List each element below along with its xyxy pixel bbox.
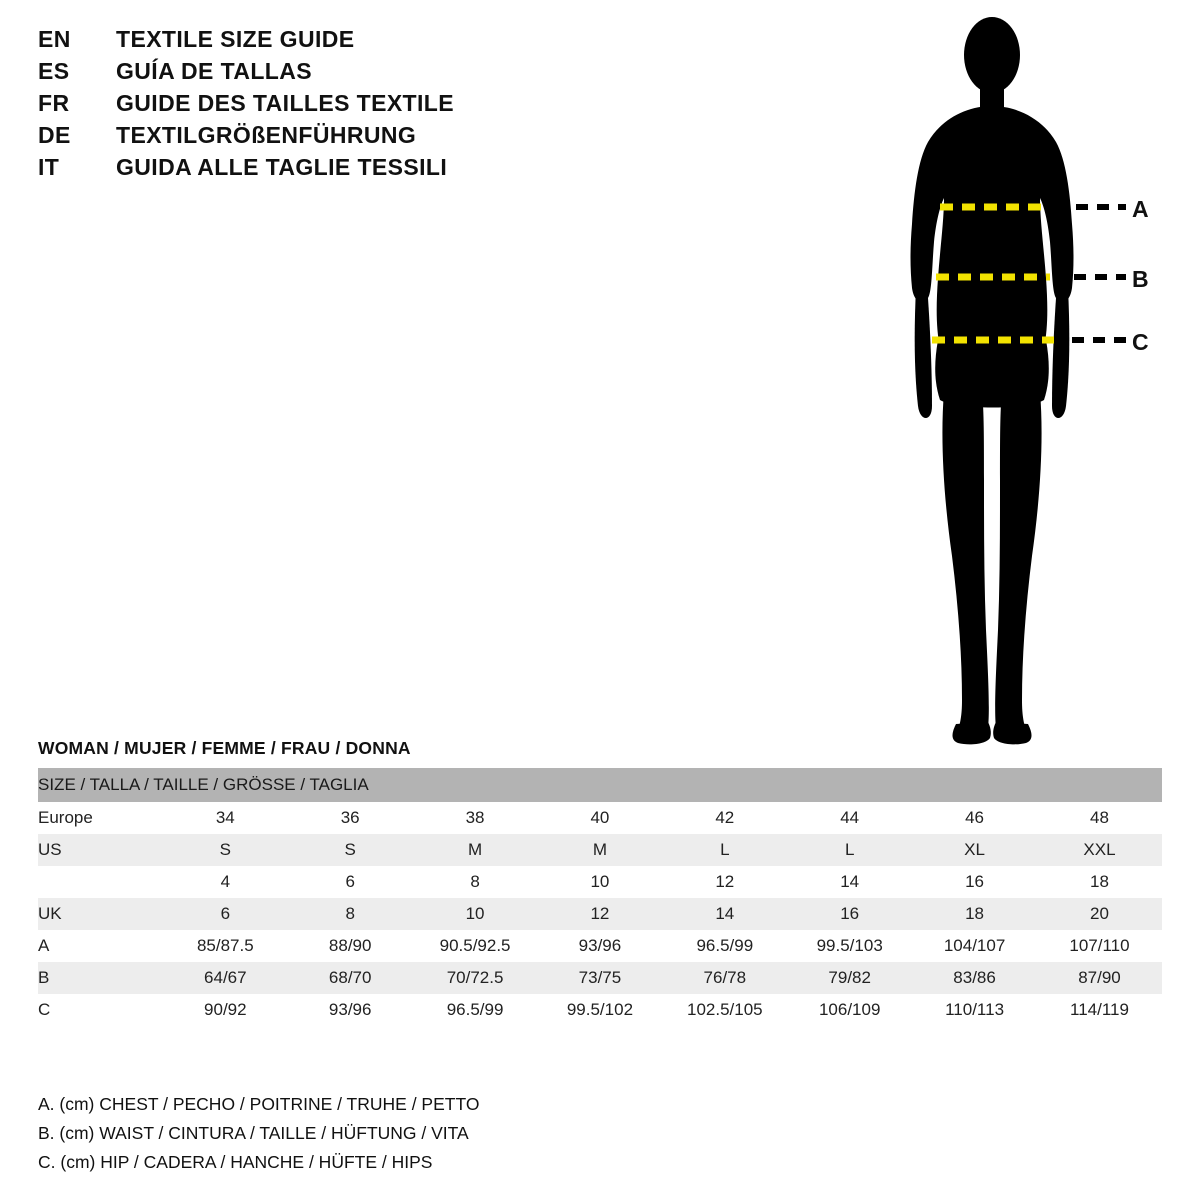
cell-a-1: 88/90 [288, 930, 413, 962]
cell-a-6: 104/107 [912, 930, 1037, 962]
cell-b-1: 68/70 [288, 962, 413, 994]
title-row [38, 122, 598, 154]
cell-europe-7: 48 [1037, 802, 1162, 834]
cell-b-6: 83/86 [912, 962, 1037, 994]
language-code-de: DE [38, 122, 71, 148]
cell-usnum-6: 16 [912, 866, 1037, 898]
cell-us-7: XXL [1037, 834, 1162, 866]
cell-europe-2: 38 [413, 802, 538, 834]
cell-us-5: L [787, 834, 912, 866]
cell-c-6: 110/113 [912, 994, 1037, 1026]
table-header-row [38, 768, 1162, 802]
cell-usnum-3: 10 [538, 866, 663, 898]
woman-section-heading: WOMAN / MUJER / FEMME / FRAU / DONNA [38, 738, 411, 758]
cell-us-6: XL [912, 834, 1037, 866]
title-row [38, 154, 598, 186]
cell-b-0: 64/67 [163, 962, 288, 994]
cell-a-3: 93/96 [538, 930, 663, 962]
language-code-en: EN [38, 26, 71, 52]
footnote-waist: B. (cm) WAIST / CINTURA / TAILLE / HÜFTUNG / VITA [38, 1123, 469, 1143]
title-text-it: GUIDA ALLE TAGLIE TESSILI [116, 154, 448, 180]
title-text-en: TEXTILE SIZE GUIDE [116, 26, 355, 52]
cell-c-3: 99.5/102 [538, 994, 663, 1026]
table-row [38, 962, 1162, 994]
cell-b-3: 73/75 [538, 962, 663, 994]
table-header-label: SIZE / TALLA / TAILLE / GRÖSSE / TAGLIA [38, 768, 1162, 802]
title-row [38, 26, 598, 58]
cell-usnum-7: 18 [1037, 866, 1162, 898]
cell-c-0: 90/92 [163, 994, 288, 1026]
cell-c-5: 106/109 [787, 994, 912, 1026]
cell-usnum-4: 12 [662, 866, 787, 898]
title-row [38, 58, 598, 90]
cell-a-4: 96.5/99 [662, 930, 787, 962]
footnote-chest: A. (cm) CHEST / PECHO / POITRINE / TRUHE / PETTO [38, 1094, 480, 1114]
cell-b-5: 79/82 [787, 962, 912, 994]
cell-us-0: S [163, 834, 288, 866]
cell-europe-4: 42 [662, 802, 787, 834]
cell-europe-3: 40 [538, 802, 663, 834]
cell-c-7: 114/119 [1037, 994, 1162, 1026]
row-label-europe: Europe [38, 802, 163, 834]
title-text-de: TEXTILGRÖßENFÜHRUNG [116, 122, 417, 148]
cell-b-4: 76/78 [662, 962, 787, 994]
cell-europe-6: 46 [912, 802, 1037, 834]
cell-uk-3: 12 [538, 898, 663, 930]
measure-label-a: A [1132, 196, 1149, 222]
cell-a-7: 107/110 [1037, 930, 1162, 962]
language-code-it: IT [38, 154, 60, 180]
size-table-section [38, 738, 1162, 1026]
size-table [38, 768, 1162, 1026]
row-label-b: B [38, 962, 163, 994]
row-label-uk: UK [38, 898, 163, 930]
cell-c-1: 93/96 [288, 994, 413, 1026]
table-row [38, 898, 1162, 930]
cell-usnum-5: 14 [787, 866, 912, 898]
cell-europe-1: 36 [288, 802, 413, 834]
row-label-us-numeric [38, 866, 163, 898]
cell-a-5: 99.5/103 [787, 930, 912, 962]
cell-uk-4: 14 [662, 898, 787, 930]
measure-label-c: C [1132, 329, 1149, 355]
cell-us-1: S [288, 834, 413, 866]
cell-europe-0: 34 [163, 802, 288, 834]
table-row [38, 834, 1162, 866]
footnotes [38, 1090, 838, 1177]
cell-c-2: 96.5/99 [413, 994, 538, 1026]
row-label-a: A [38, 930, 163, 962]
cell-a-0: 85/87.5 [163, 930, 288, 962]
cell-us-2: M [413, 834, 538, 866]
table-row [38, 930, 1162, 962]
table-row [38, 866, 1162, 898]
row-label-us: US [38, 834, 163, 866]
cell-usnum-2: 8 [413, 866, 538, 898]
title-text-es: GUÍA DE TALLAS [116, 58, 312, 84]
title-block [38, 26, 598, 186]
cell-usnum-0: 4 [163, 866, 288, 898]
cell-uk-0: 6 [163, 898, 288, 930]
cell-a-2: 90.5/92.5 [413, 930, 538, 962]
cell-usnum-1: 6 [288, 866, 413, 898]
cell-us-3: M [538, 834, 663, 866]
language-code-fr: FR [38, 90, 70, 116]
cell-us-4: L [662, 834, 787, 866]
cell-b-2: 70/72.5 [413, 962, 538, 994]
title-text-fr: GUIDE DES TAILLES TEXTILE [116, 90, 454, 116]
measure-label-b: B [1132, 266, 1149, 292]
cell-b-7: 87/90 [1037, 962, 1162, 994]
cell-uk-2: 10 [413, 898, 538, 930]
language-code-es: ES [38, 58, 70, 84]
cell-uk-1: 8 [288, 898, 413, 930]
title-row [38, 90, 598, 122]
footnote-hip: C. (cm) HIP / CADERA / HANCHE / HÜFTE / HIPS [38, 1152, 433, 1172]
cell-europe-5: 44 [787, 802, 912, 834]
figure-area [860, 10, 1190, 750]
row-label-c: C [38, 994, 163, 1026]
table-row [38, 994, 1162, 1026]
cell-uk-5: 16 [787, 898, 912, 930]
cell-c-4: 102.5/105 [662, 994, 787, 1026]
table-row [38, 802, 1162, 834]
cell-uk-6: 18 [912, 898, 1037, 930]
cell-uk-7: 20 [1037, 898, 1162, 930]
female-silhouette-icon [860, 10, 1190, 750]
